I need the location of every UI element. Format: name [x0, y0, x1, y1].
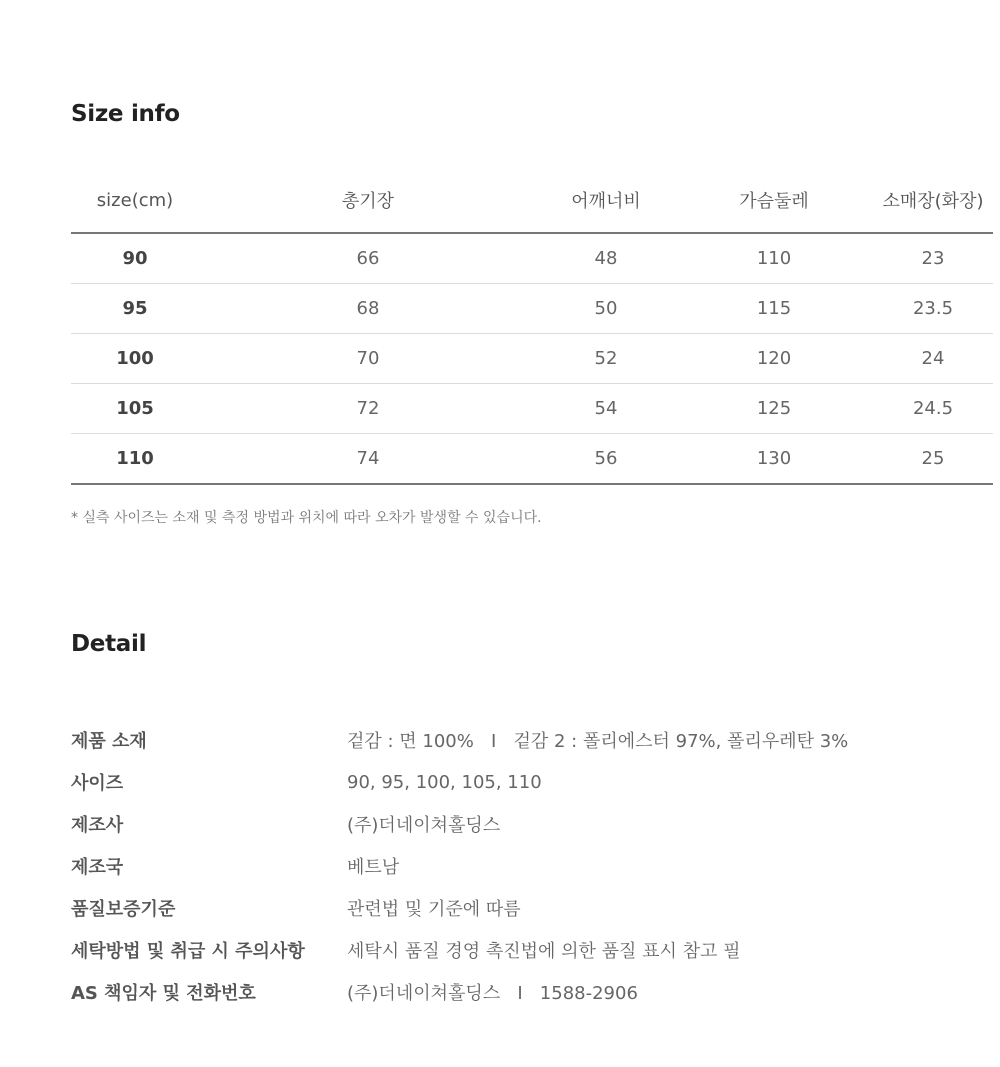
detail-value: (주)더네이쳐홀딩스 I 1588-2906 — [347, 983, 638, 1004]
table-cell: 110 — [675, 233, 873, 284]
detail-value: 세탁시 품질 경영 촉진법에 의한 품질 표시 참고 필 — [347, 941, 741, 962]
detail-label: 제조국 — [71, 857, 124, 878]
size-table-header-row — [71, 168, 993, 233]
header-sleeve-length: 소매장(화장) — [873, 168, 993, 233]
table-cell: 24 — [873, 334, 993, 384]
size-table — [71, 168, 993, 485]
detail-row-country — [71, 845, 931, 887]
size-cell: 100 — [71, 334, 199, 384]
table-cell: 23 — [873, 233, 993, 284]
table-cell: 56 — [537, 434, 675, 485]
table-row — [71, 434, 993, 485]
table-cell: 25 — [873, 434, 993, 485]
detail-row-material — [71, 719, 931, 761]
header-total-length: 총기장 — [199, 168, 537, 233]
size-cell: 95 — [71, 284, 199, 334]
table-row — [71, 233, 993, 284]
size-cell: 90 — [71, 233, 199, 284]
detail-list — [71, 719, 931, 1013]
table-cell: 24.5 — [873, 384, 993, 434]
table-cell: 50 — [537, 284, 675, 334]
size-note: * 실측 사이즈는 소재 및 측정 방법과 위치에 따라 오차가 발생할 수 있습니다. — [71, 510, 542, 526]
detail-value: 베트남 — [347, 857, 400, 878]
table-cell: 74 — [199, 434, 537, 485]
detail-label: AS 책임자 및 전화번호 — [71, 983, 256, 1004]
table-cell: 72 — [199, 384, 537, 434]
table-cell: 23.5 — [873, 284, 993, 334]
detail-label: 제조사 — [71, 815, 124, 836]
table-cell: 66 — [199, 233, 537, 284]
table-cell: 125 — [675, 384, 873, 434]
detail-value: (주)더네이쳐홀딩스 — [347, 815, 501, 836]
header-chest: 가슴둘레 — [675, 168, 873, 233]
detail-value: 관련법 및 기준에 따름 — [347, 899, 521, 920]
table-cell: 68 — [199, 284, 537, 334]
size-info-title: Size info — [71, 101, 180, 127]
size-cell: 105 — [71, 384, 199, 434]
detail-row-washing — [71, 929, 931, 971]
table-cell: 70 — [199, 334, 537, 384]
detail-value: 겉감 : 면 100% I 겉감 2 : 폴리에스터 97%, 폴리우레탄 3% — [347, 731, 849, 752]
detail-label: 품질보증기준 — [71, 899, 176, 920]
table-cell: 52 — [537, 334, 675, 384]
detail-label: 제품 소재 — [71, 731, 147, 752]
detail-label: 사이즈 — [71, 773, 124, 794]
detail-label: 세탁방법 및 취급 시 주의사항 — [71, 941, 305, 962]
header-shoulder-width: 어깨너비 — [537, 168, 675, 233]
table-row — [71, 284, 993, 334]
table-row — [71, 334, 993, 384]
detail-title: Detail — [71, 631, 147, 657]
detail-row-quality — [71, 887, 931, 929]
table-cell: 130 — [675, 434, 873, 485]
detail-row-sizes — [71, 761, 931, 803]
detail-row-manufacturer — [71, 803, 931, 845]
table-row — [71, 384, 993, 434]
table-cell: 48 — [537, 233, 675, 284]
table-cell: 120 — [675, 334, 873, 384]
size-cell: 110 — [71, 434, 199, 485]
table-cell: 54 — [537, 384, 675, 434]
table-cell: 115 — [675, 284, 873, 334]
detail-value: 90, 95, 100, 105, 110 — [347, 771, 542, 793]
header-size: size(cm) — [71, 168, 199, 233]
detail-row-as-contact — [71, 971, 931, 1013]
